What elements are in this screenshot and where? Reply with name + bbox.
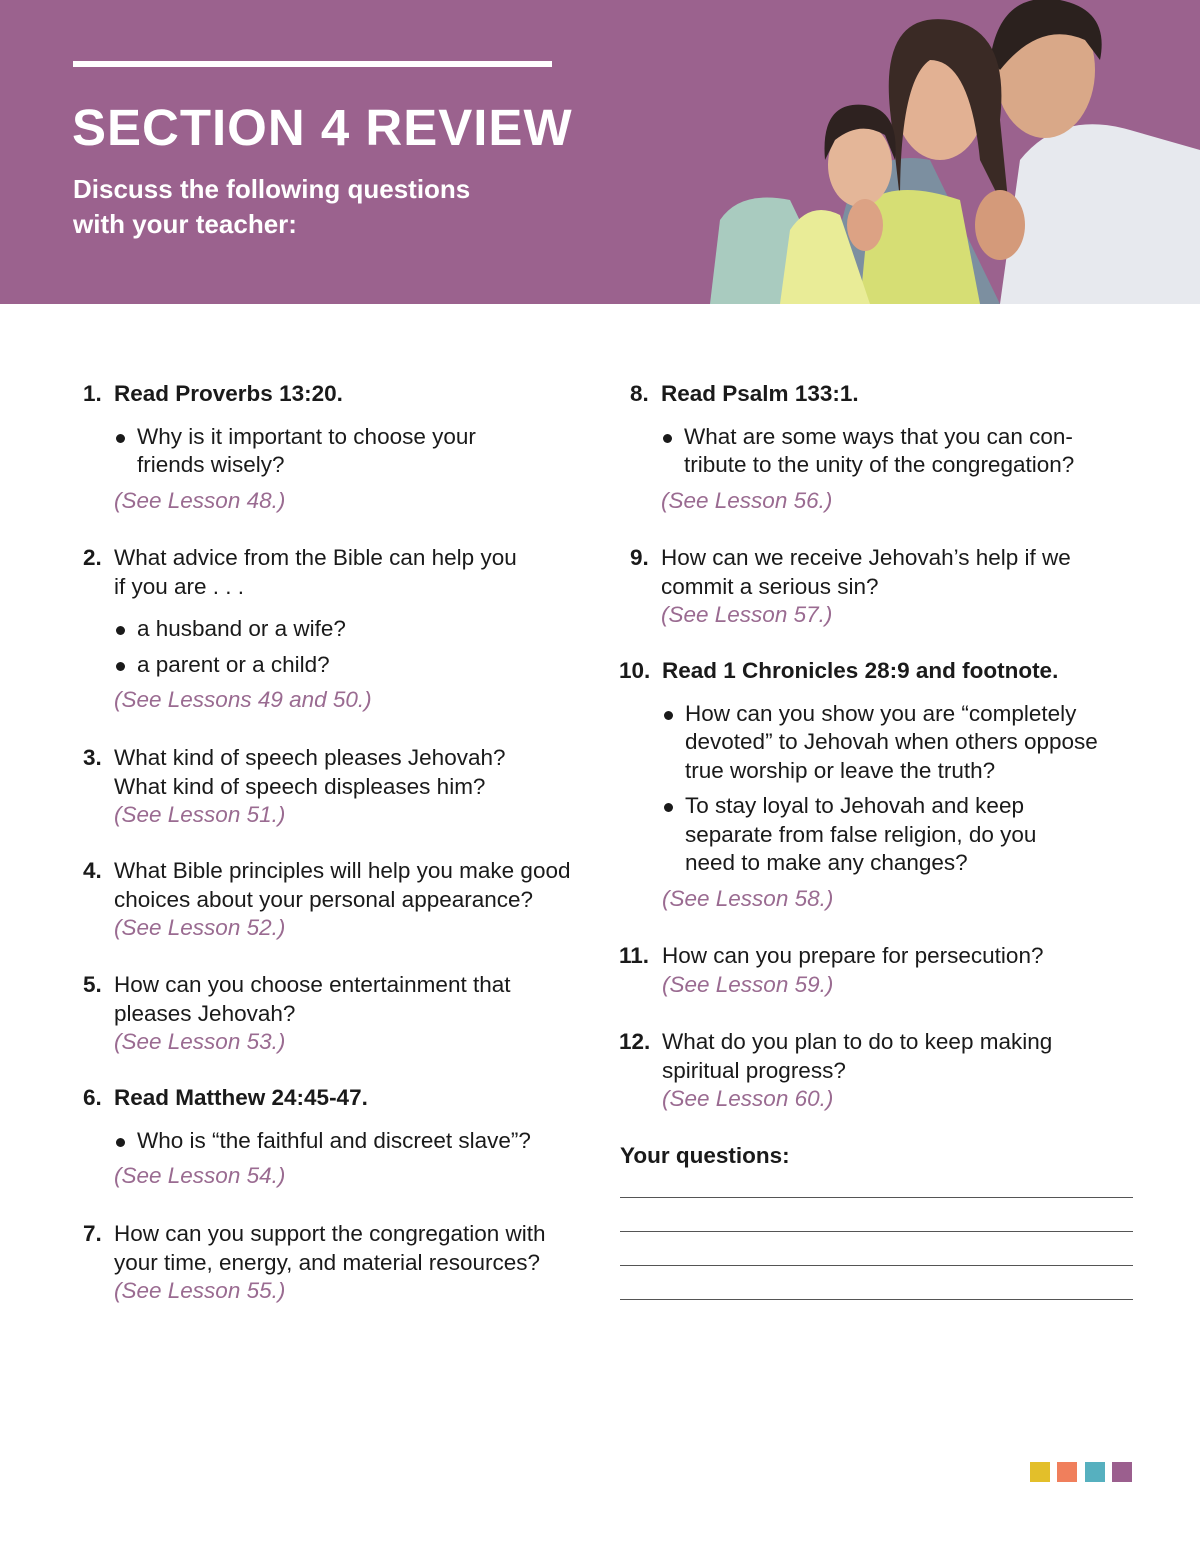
page-title: SECTION 4 REVIEW — [72, 99, 573, 156]
question-text: What kind of speech pleases Jehovah? What kind of speech displeases him? — [114, 745, 506, 799]
question-text: How can you prepare for persecution? — [662, 943, 1044, 968]
question-number: 11. — [619, 943, 650, 968]
question-item — [83, 544, 517, 715]
question-item — [619, 1028, 1052, 1114]
question-item — [630, 544, 1071, 630]
header-banner — [0, 0, 1200, 304]
question-bullet: a husband or a wife? — [137, 615, 517, 644]
lesson-reference: (See Lesson 54.) — [114, 1163, 286, 1188]
color-square-yellow — [1030, 1462, 1050, 1482]
question-text: What do you plan to do to keep making spiritual progress? — [662, 1029, 1053, 1083]
question-text: Read Proverbs 13:20. — [114, 381, 343, 406]
lesson-reference: (See Lessons 49 and 50.) — [114, 687, 372, 712]
question-item — [83, 1084, 531, 1191]
lesson-reference: (See Lesson 53.) — [114, 1029, 286, 1054]
lesson-reference: (See Lesson 57.) — [661, 602, 833, 627]
question-bullet: How can you show you are “completely devoted” to Jehovah when others oppose true worship or leave the truth? — [685, 700, 1098, 786]
lesson-reference: (See Lesson 58.) — [662, 885, 834, 911]
question-item — [630, 380, 1074, 515]
question-bullet: What are some ways that you can con- tribute to the unity of the congregation? — [684, 423, 1074, 480]
question-item — [83, 1220, 546, 1306]
question-text: How can you support the congregation with your time, energy, and material resources? — [114, 1221, 546, 1275]
question-item — [619, 942, 1043, 999]
color-square-orange — [1057, 1462, 1077, 1482]
question-item — [83, 380, 476, 515]
header-rule — [73, 61, 552, 67]
question-item — [83, 857, 570, 943]
question-number: 8. — [630, 381, 649, 406]
page-subtitle: Discuss the following questions with your teacher: — [73, 174, 471, 239]
question-number: 2. — [83, 545, 102, 570]
answer-line[interactable] — [620, 1197, 1133, 1198]
color-square-teal — [1085, 1462, 1105, 1482]
question-number: 3. — [83, 745, 102, 770]
question-number: 6. — [83, 1085, 102, 1110]
answer-line[interactable] — [620, 1299, 1133, 1300]
family-praying-illustration — [700, 0, 1200, 304]
question-number: 5. — [83, 972, 102, 997]
question-bullet: To stay loyal to Jehovah and keep separate from false religion, do you need to make any changes? — [685, 792, 1098, 878]
answer-line[interactable] — [620, 1265, 1133, 1266]
question-number: 4. — [83, 858, 102, 883]
question-item — [83, 744, 506, 830]
question-item — [619, 657, 1098, 913]
lesson-reference: (See Lesson 52.) — [114, 915, 286, 940]
question-number: 12. — [619, 1029, 651, 1054]
question-bullet: a parent or a child? — [137, 651, 517, 680]
lesson-reference: (See Lesson 56.) — [661, 487, 833, 513]
color-square-purple — [1112, 1462, 1132, 1482]
question-text: Read Matthew 24:45-47. — [114, 1085, 368, 1110]
question-text: What advice from the Bible can help you if you are . . . — [114, 545, 517, 599]
lesson-reference: (See Lesson 59.) — [662, 971, 834, 997]
question-bullet: Who is “the faithful and discreet slave”? — [137, 1127, 531, 1156]
lesson-reference: (See Lesson 51.) — [114, 802, 286, 827]
question-text: How can we receive Jehovah’s help if we commit a serious sin? — [661, 545, 1071, 599]
lesson-reference: (See Lesson 48.) — [114, 487, 286, 513]
question-item — [83, 971, 511, 1057]
question-number: 9. — [630, 545, 649, 570]
lesson-reference: (See Lesson 60.) — [662, 1086, 834, 1111]
question-text: Read 1 Chronicles 28:9 and footnote. — [662, 658, 1059, 683]
lesson-reference: (See Lesson 55.) — [114, 1278, 286, 1303]
question-text: What Bible principles will help you make good choices about your personal appearance? — [114, 858, 571, 912]
question-text: How can you choose entertainment that pleases Jehovah? — [114, 972, 511, 1026]
answer-line[interactable] — [620, 1231, 1133, 1232]
question-text: Read Psalm 133:1. — [661, 381, 859, 406]
your-questions-label: Your questions: — [620, 1143, 790, 1168]
question-bullet: Why is it important to choose your friends wisely? — [137, 423, 476, 480]
question-number: 7. — [83, 1221, 102, 1246]
question-number: 1. — [83, 381, 102, 406]
question-number: 10. — [619, 658, 651, 683]
